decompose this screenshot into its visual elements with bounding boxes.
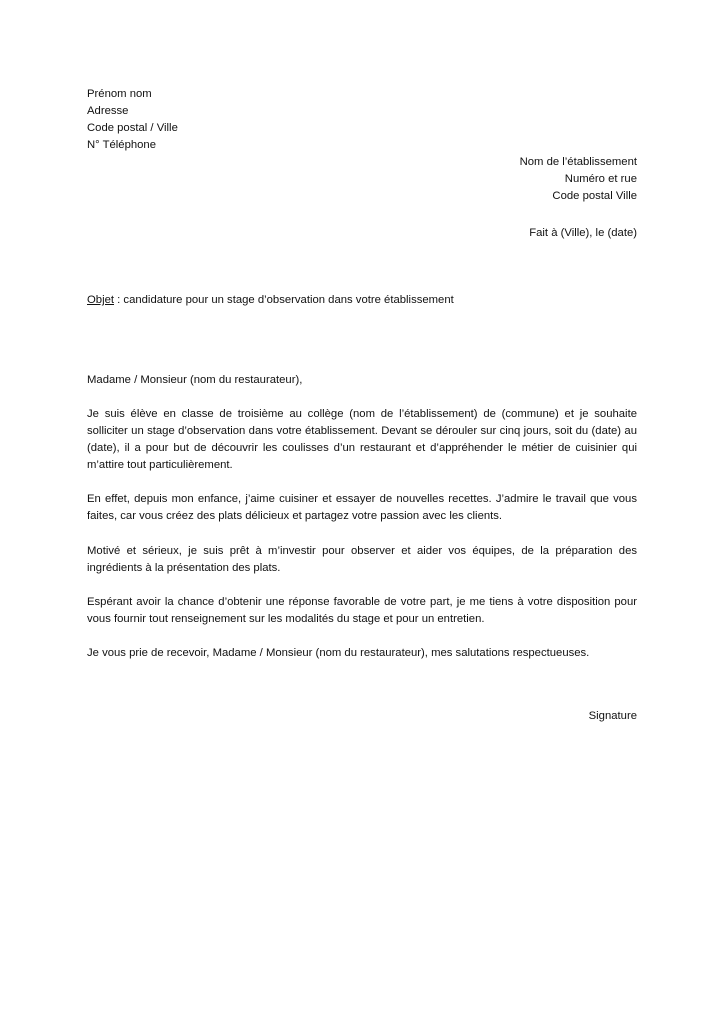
sender-city: Code postal / Ville (87, 122, 178, 134)
paragraph-availability (87, 594, 637, 628)
paragraph-text: Motivé et sérieux, je suis prêt à m’investir pour observer et aider vos équipes, de la préparation des ingrédients à la présentation des plats. (87, 545, 637, 574)
subject-line (87, 292, 454, 309)
sender-address: Adresse (87, 105, 129, 117)
signature: Signature (588, 710, 637, 722)
place-date: Fait à (Ville), le (date) (529, 227, 637, 239)
salutation (87, 372, 637, 389)
recipient-establishment: Nom de l’établissement (519, 156, 637, 168)
recipient-street: Numéro et rue (564, 173, 637, 185)
paragraph-text: Je suis élève en classe de troisième au collège (nom de l’établissement) de (commune) et je souhaite solliciter un stage d’observation dans votre établissement. Devant se dérouler sur cinq jours, soit du (date) au (date), il a pour but de découvrir les coulisses d’un restaurant et d’appréhender le métier de cuisinier qui m’attire tout particulièrement. (87, 408, 637, 471)
sender-block (87, 86, 178, 154)
recipient-block (520, 154, 637, 205)
paragraph-motivation (87, 491, 637, 525)
subject-label: Objet (87, 294, 115, 306)
sender-phone: N° Téléphone (87, 139, 157, 151)
closing-text: Je vous prie de recevoir, Madame / Monsieur (nom du restaurateur), mes salutations respectueuses. (87, 647, 590, 659)
salutation-text: Madame / Monsieur (nom du restaurateur), (87, 374, 303, 386)
closing-formula (87, 645, 637, 662)
sender-name: Prénom nom (87, 88, 152, 100)
paragraph-text: Espérant avoir la chance d’obtenir une réponse favorable de votre part, je me tiens à votre disposition pour vous fournir tout renseignement sur les modalités du stage et pour un entretien. (87, 596, 637, 625)
recipient-city: Code postal Ville (552, 190, 637, 202)
paragraph-intro (87, 406, 637, 474)
paragraph-text: En effet, depuis mon enfance, j’aime cuisiner et essayer de nouvelles recettes. J’admire le travail que vous faites, car vous créez des plats délicieux et partagez votre passion avec les clients. (87, 493, 637, 522)
paragraph-commitment (87, 543, 637, 577)
subject-text: : candidature pour un stage d’observation dans votre établissement (114, 294, 454, 306)
